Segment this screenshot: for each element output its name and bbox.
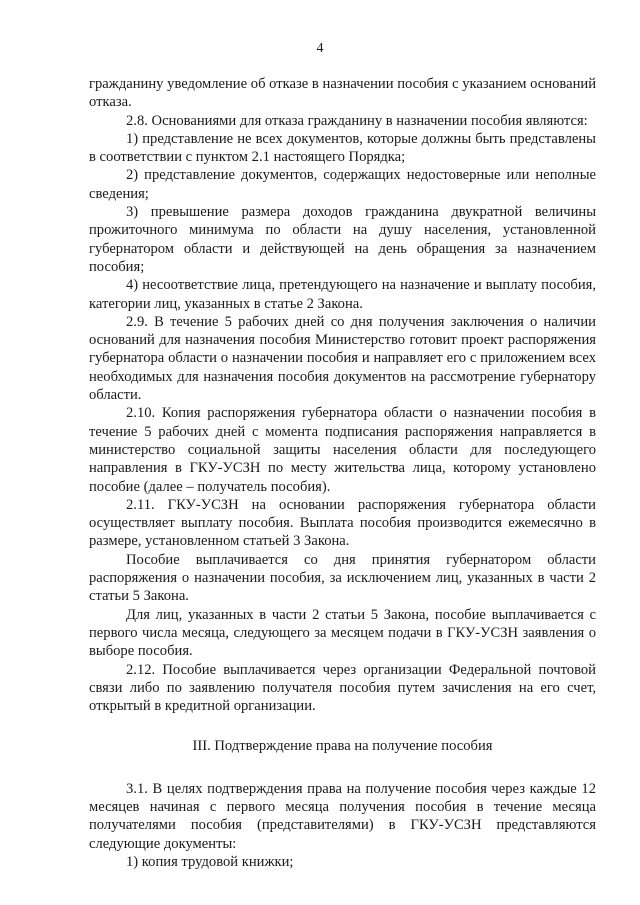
paragraph-continuation: гражданину уведомление об отказе в назначении пособия с указанием оснований отказа. bbox=[89, 76, 596, 111]
list-item-documents-1: 1) копия трудовой книжки; bbox=[126, 853, 294, 870]
paragraph-3-1: 3.1. В целях подтверждения права на получение пособия через каждые 12 месяцев начиная с первого месяца получения пособия в течение месяца получателями пособия (представителями) в ГКУ-УСЗН представляются следующие документы: bbox=[89, 780, 596, 852]
paragraph-payment-start: Пособие выплачивается со дня принятия губернатором области распоряжения о назначении пособия, за исключением лиц, указанных в части 2 статьи 5 Закона. bbox=[89, 551, 596, 605]
document-body bbox=[89, 75, 596, 871]
paragraph-2-9: 2.9. В течение 5 рабочих дней со дня получения заключения о наличии оснований для назначения пособия Министерство готовит проект распоряжения губернатора области о назначении пособия и направляет его с приложением всех необходимых для назначения пособия документов на рассмотрение губернатору области. bbox=[89, 313, 596, 404]
list-item-4: 4) несоответствие лица, претендующего на назначение и выплату пособия, категории лиц, указанных в статье 2 Закона. bbox=[89, 277, 596, 312]
page-number: 4 bbox=[316, 41, 324, 56]
paragraph-part2-persons: Для лиц, указанных в части 2 статьи 5 Закона, пособие выплачивается с первого числа месяца, следующего за месяцем подачи в ГКУ-УСЗН заявления о выборе пособия. bbox=[89, 606, 596, 660]
list-item-3: 3) превышение размера доходов гражданина двукратной величины прожиточного минимума по области на душу населения, установленной губернатором области и действующей на день обращения за назначением пособия; bbox=[89, 204, 596, 275]
paragraph-2-12: 2.12. Пособие выплачивается через организации Федеральной почтовой связи либо по заявлению получателя пособия путем зачисления на его счет, открытый в кредитной организации. bbox=[89, 661, 596, 715]
paragraph-2-11: 2.11. ГКУ-УСЗН на основании распоряжения губернатора области осуществляет выплату пособия. Выплата пособия производится ежемесячно в размере, установленном статьей 3 Закона. bbox=[89, 496, 596, 550]
paragraph-2-10: 2.10. Копия распоряжения губернатора области о назначении пособия в течение 5 рабочих дней с момента подписания распоряжения направляется в министерство социальной защиты населения области для последующего направления в ГКУ-УСЗН по месту жительства лица, которому установлено пособие (далее – получатель пособия). bbox=[89, 405, 596, 495]
list-item-2: 2) представление документов, содержащих недостоверные или неполные сведения; bbox=[89, 167, 596, 202]
list-item-1: 1) представление не всех документов, которые должны быть представлены в соответствии с пунктом 2.1 настоящего Порядка; bbox=[89, 130, 596, 166]
paragraph-2-8: 2.8. Основаниями для отказа гражданину в назначении пособия являются: bbox=[126, 112, 588, 129]
section-heading: III. Подтверждение права на получение пособия bbox=[192, 738, 493, 755]
